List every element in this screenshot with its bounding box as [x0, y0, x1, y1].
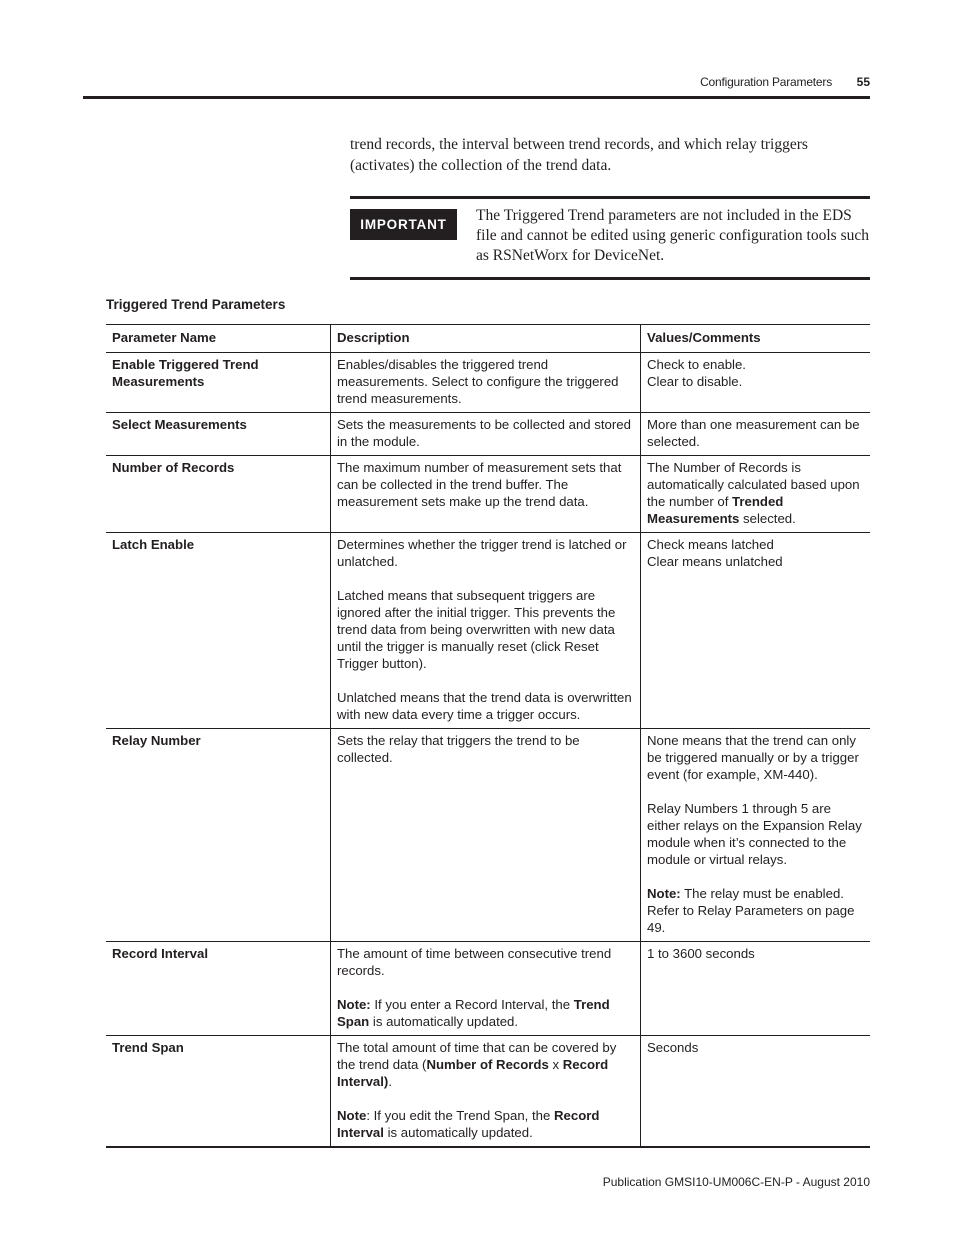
table-title: Triggered Trend Parameters	[106, 297, 286, 312]
note-text: is automatically updated.	[369, 1014, 519, 1029]
description-paragraph: Determines whether the trigger trend is latched or unlatched.	[337, 537, 627, 569]
note-text: : If you edit the Trend Span, the	[366, 1108, 554, 1123]
parameter-name: Enable Triggered Trend Measurements	[106, 353, 331, 413]
description-text: .	[388, 1074, 392, 1089]
parameter-name: Latch Enable	[106, 533, 331, 729]
intro-paragraph: trend records, the interval between trend records, and which relay triggers (activates) the collection of the trend data.	[350, 136, 808, 174]
triggered-trend-parameters-table	[106, 324, 870, 1148]
column-header-parameter-name: Parameter Name	[106, 325, 331, 353]
description-text: The total amount of time that can be covered by the trend data (	[337, 1040, 617, 1072]
description-paragraph: Latched means that subsequent triggers are ignored after the initial trigger. This prevents the trend data from being overwritten with new data until the trigger is manually reset (click Reset Trigger button).	[337, 588, 616, 671]
note-label: Note:	[647, 886, 681, 901]
value-paragraph: None means that the trend can only be triggered manually or by a trigger event (for example, XM-440).	[647, 733, 859, 782]
publication-footer: Publication GMSI10-UM006C-EN-P - August 2010	[602, 1175, 870, 1189]
table-row	[106, 942, 870, 1036]
parameter-name: Trend Span	[106, 1036, 331, 1148]
note-text: is automatically updated.	[383, 1125, 533, 1140]
parameter-values: Seconds	[641, 1036, 871, 1148]
parameter-name: Number of Records	[106, 456, 331, 533]
important-text: The Triggered Trend parameters are not included in the EDS file and cannot be edited using generic configuration tools such as RSNetWorx for DeviceNet.	[476, 207, 869, 264]
table-row	[106, 413, 870, 456]
table-row	[106, 1036, 870, 1148]
table-header-row	[106, 325, 870, 353]
description-paragraph: The amount of time between consecutive trend records.	[337, 946, 612, 978]
running-header: Configuration Parameters	[700, 75, 832, 89]
parameter-values: More than one measurement can be selected.	[641, 413, 871, 456]
description-bold-text: Record Interval)	[337, 1057, 609, 1089]
value-line: Clear to disable.	[647, 374, 743, 389]
page-number: 55	[856, 75, 870, 89]
description-bold-text: Number of Records	[426, 1057, 549, 1072]
description-text: x	[548, 1057, 563, 1072]
table-row	[106, 729, 870, 942]
table-row	[106, 533, 870, 729]
important-callout	[350, 196, 870, 280]
table-row	[106, 353, 870, 413]
header-rule	[83, 96, 870, 99]
parameter-name: Record Interval	[106, 942, 331, 1036]
value-paragraph: Relay Numbers 1 through 5 are either relays on the Expansion Relay module when it’s connected to the module or virtual relays.	[647, 801, 862, 867]
description-note	[337, 996, 635, 1030]
important-badge: IMPORTANT	[350, 209, 457, 240]
value-line: Clear means unlatched	[647, 554, 783, 569]
table-row	[106, 456, 870, 533]
value-text: selected.	[739, 511, 796, 526]
note-text: If you enter a Record Interval, the	[370, 997, 574, 1012]
parameter-values	[641, 353, 871, 413]
parameter-description: Sets the relay that triggers the trend to be collected.	[331, 729, 641, 942]
parameter-description	[331, 1036, 641, 1148]
parameter-description: Enables/disables the triggered trend measurements. Select to configure the triggered trend measurements.	[331, 353, 641, 413]
parameter-description	[331, 942, 641, 1036]
note-label: Note	[337, 1108, 367, 1123]
value-note	[647, 885, 865, 936]
description-note	[337, 1107, 635, 1141]
note-bold-text: Record Interval	[337, 1108, 600, 1140]
parameter-values	[641, 456, 871, 533]
parameter-values: 1 to 3600 seconds	[641, 942, 871, 1036]
parameter-name: Select Measurements	[106, 413, 331, 456]
value-bold-text: Trended Measurements	[647, 494, 784, 526]
column-header-values-comments: Values/Comments	[641, 325, 871, 353]
note-bold-text: Trend Span	[337, 997, 610, 1029]
parameter-description: Sets the measurements to be collected and stored in the module.	[331, 413, 641, 456]
note-label: Note:	[337, 997, 371, 1012]
parameter-name: Relay Number	[106, 729, 331, 942]
note-text: The relay must be enabled. Refer to Relay Parameters on page 49.	[647, 886, 855, 935]
value-line: Check means latched	[647, 537, 774, 552]
description-paragraph: Unlatched means that the trend data is overwritten with new data every time a trigger occurs.	[337, 690, 632, 722]
parameter-values	[641, 533, 871, 729]
value-line: Check to enable.	[647, 357, 746, 372]
description-paragraph	[337, 1039, 635, 1090]
parameter-description	[331, 533, 641, 729]
parameter-values	[641, 729, 871, 942]
parameter-description: The maximum number of measurement sets that can be collected in the trend buffer. The measurement sets make up the trend data.	[331, 456, 641, 533]
column-header-description: Description	[331, 325, 641, 353]
value-text: The Number of Records is automatically calculated based upon the number of	[647, 460, 860, 509]
